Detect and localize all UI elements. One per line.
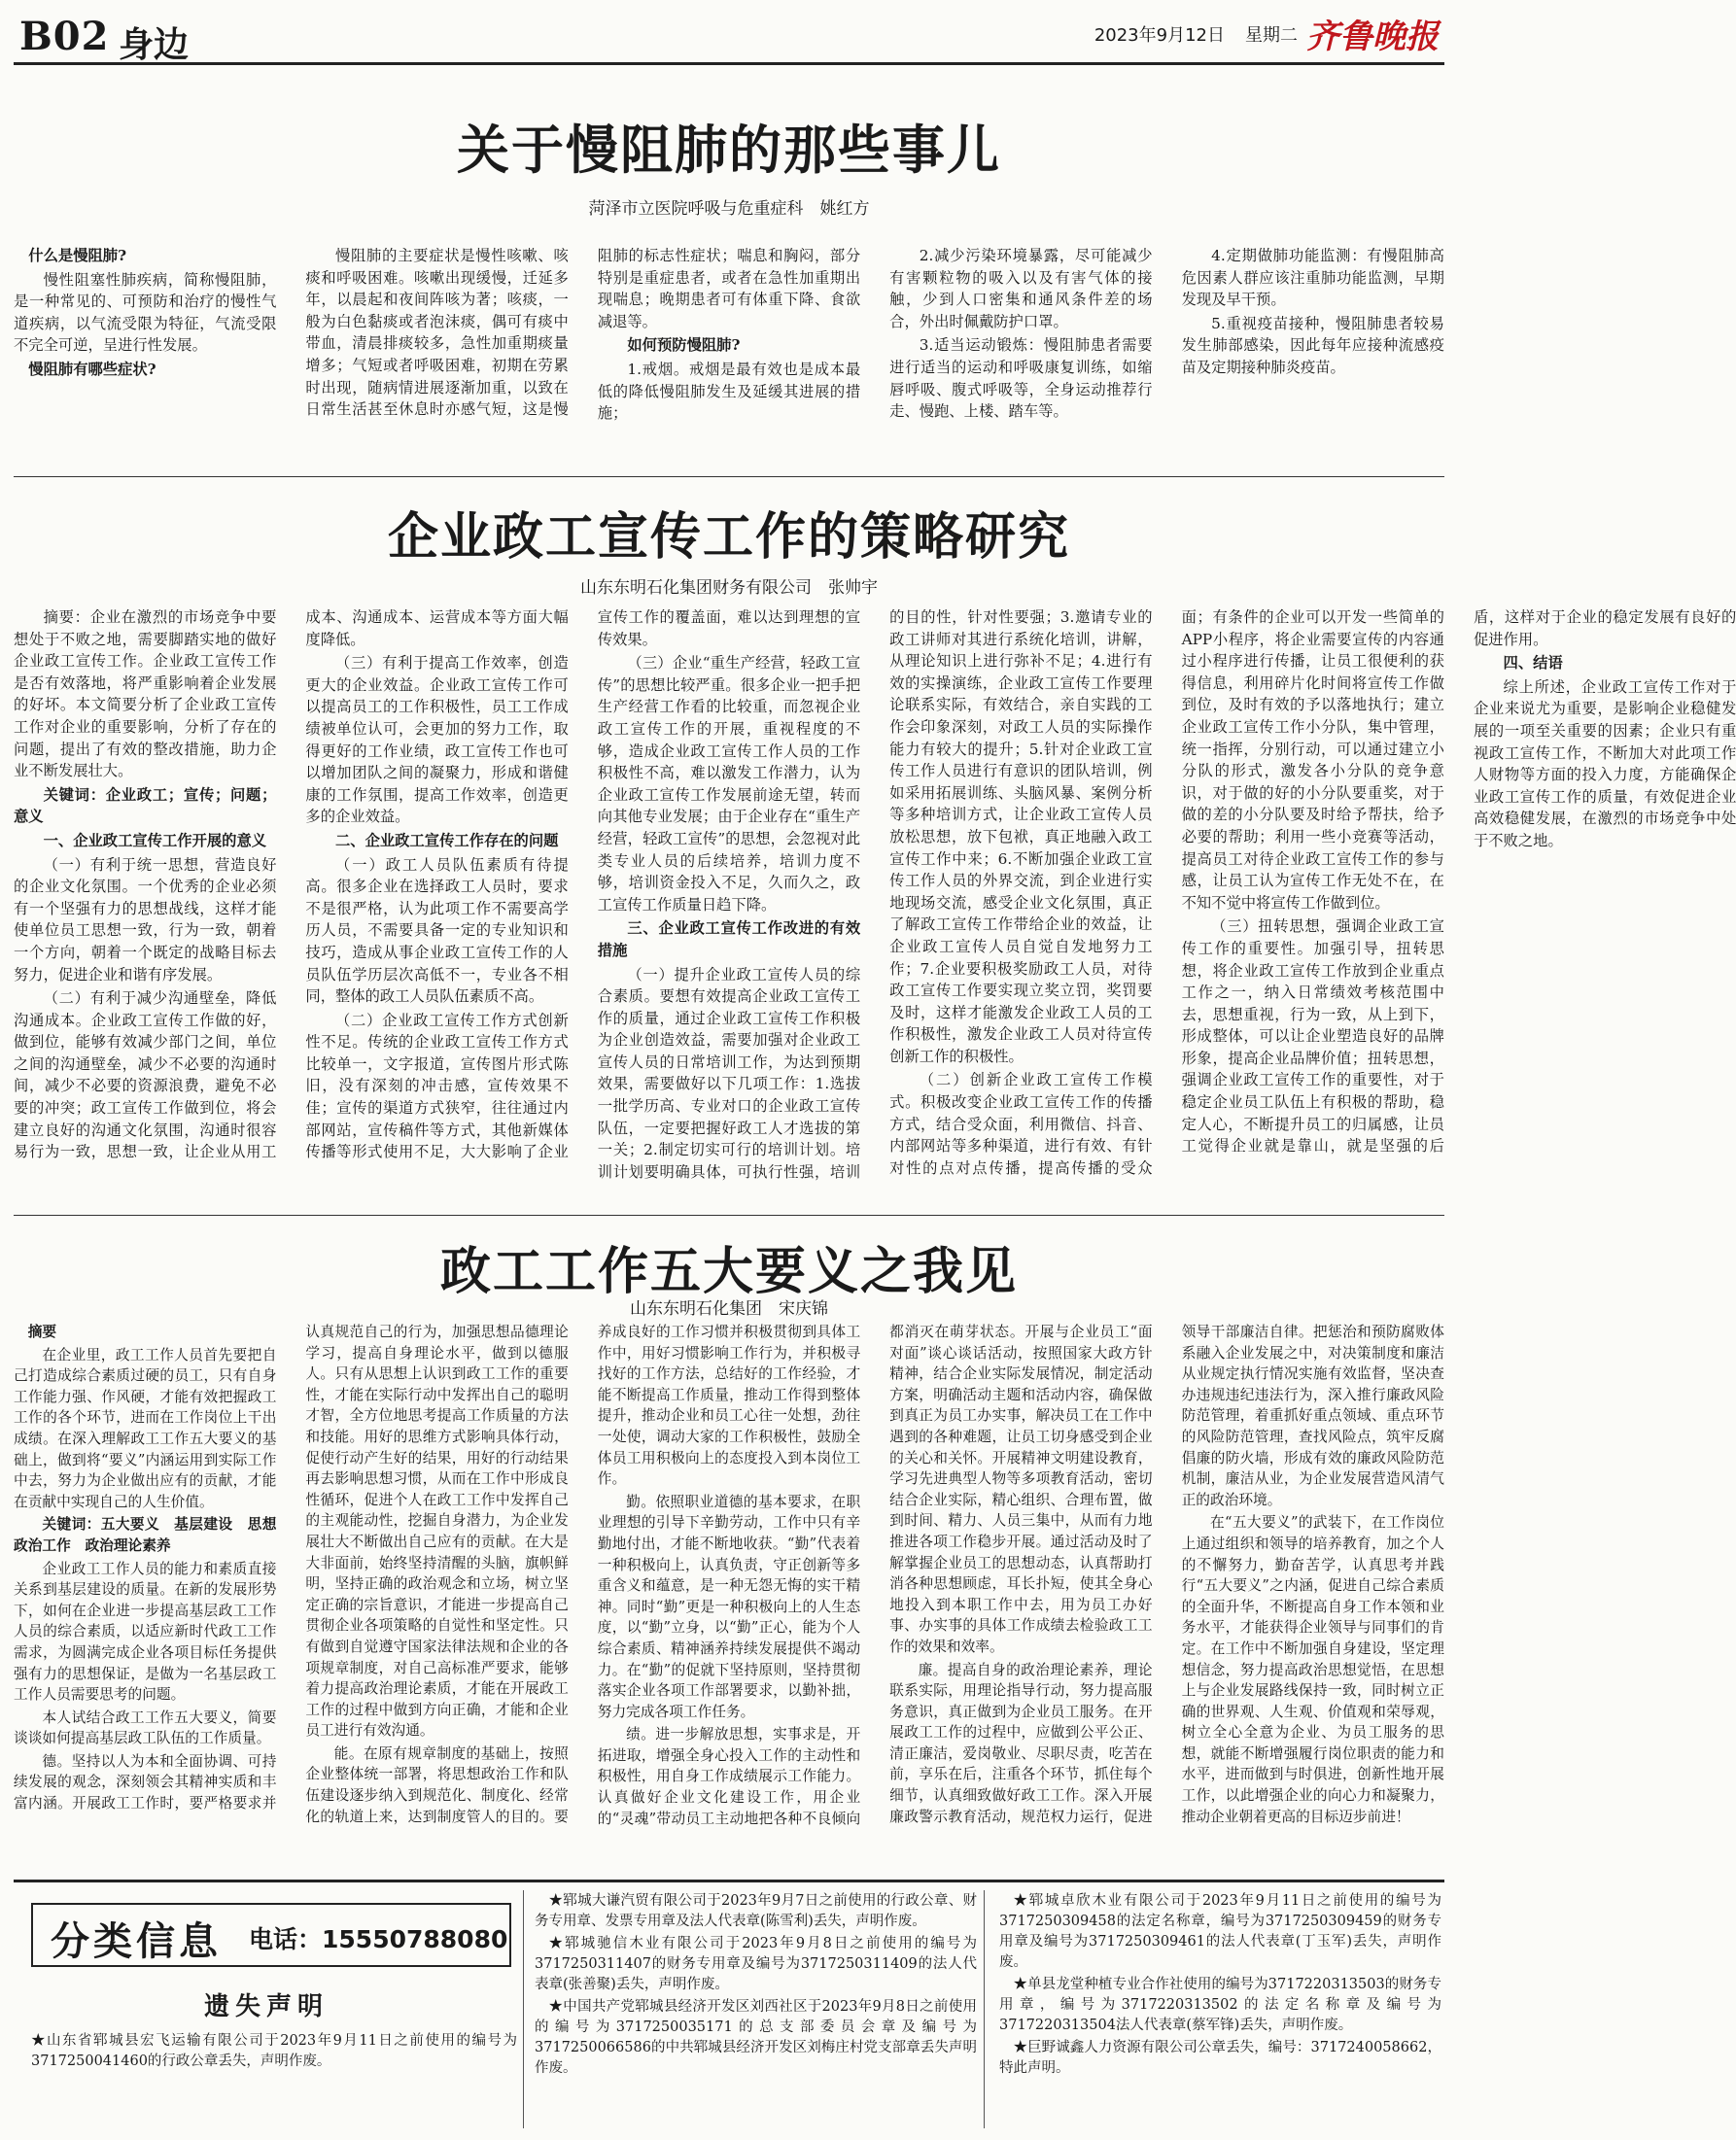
classified-section (14, 1885, 1444, 2128)
paragraph: 慢阻肺有哪些症状? (28, 360, 156, 378)
article-divider (14, 1215, 1444, 1216)
phone-label: 电话： (249, 1925, 323, 1953)
lost-notice: ★中国共产党郓城县经济开发区刘西社区于2023年9月8日之前使用的编号为3717250035171的总支部委员会章及编号为3717250066586的中共郓城县经济开发区刘梅庄村党支部章丢失声明作废。 (535, 1999, 977, 2076)
classified-title: 分类信息 (51, 1918, 222, 1964)
column-divider (523, 1890, 524, 2128)
classified-banner (31, 1903, 511, 1967)
paragraph: 本人试结合政工工作五大要义，简要谈谈如何提高基层政工队伍的工作质量。 (14, 1709, 277, 1747)
column-divider (984, 1890, 985, 2128)
section-heading: 三、企业政工宣传工作改进的有效措施 (597, 919, 861, 959)
lost-notice: ★郓城大谦汽贸有限公司于2023年9月7日之前使用的行政公章、财务专用章、发票专用章及法人代表章(陈雪利)丢失，声明作废。 (535, 1893, 977, 1929)
paragraph: （一）政工人员队伍素质有待提高。很多企业在选择政工人员时，要求不是很严格，认为此项工作不需要高学历人员，不需要具备一定的专业知识和技巧，造成从事企业政工宣传工作的人员队伍学历层次高低不一，专业各不相同，整体的政工人员队伍素质不高。 (305, 855, 569, 1006)
paragraph: 企业政工工作人员的能力和素质直接关系到基层建设的质量。在新的发展形势下，如何在企业进一步提高基层政工工作人员的综合素质，以适应新时代政工工作需求，为圆满完成企业各项目标任务提供强有力的思想保证，是做为一名基层政工工作人员需要思考的问题。 (14, 1560, 277, 1704)
page-code: B02 (19, 14, 110, 59)
issue-date: 2023年9月12日 (1094, 25, 1225, 46)
article-body (14, 1322, 1444, 1866)
phone-number: 15550788080 (322, 1925, 508, 1953)
paragraph: 勤。依照职业道德的基本要求，在职业理想的引导下辛勤劳动，工作中只有辛勤地付出，才能不断地收获。“勤”代表着一种积极向上，认真负责，守正创新等多重含义和蕴意，是一种无怨无悔的实干精神。同时“勤”更是一种积极向上的人生态度，以“勤”立身，以“勤”正心，能为个人综合素质、精神涵养持续发展提供不竭动力。在“勤”的促就下坚持原则，坚持贯彻落实企业各项工作部署要求，以勤补拙，努力完成各项工作任务。 (597, 1493, 861, 1720)
article-title: 政工工作五大要义之我见 (439, 1242, 1018, 1301)
lost-notice-title: 遗失声明 (203, 1992, 329, 2021)
article-byline: 山东东明石化集团 宋庆锦 (630, 1299, 828, 1319)
paragraph: 廉。提高自身的政治理论素养，理论联系实际，用理论指导行动，努力提高服务意识，真正做到为企业员工服务。在开展政工工作的过程中，应做到公平公正、清正廉洁，爱岗敬业、尽职尽责，吃苦在前，享乐在后，注重各个环节，抓住每个细节，认真细致做好政工工作。深入开展廉政警示教育活动，规范权力运行，促进领导干部廉洁自律。把惩治和预防腐败体系融入企业发展之中，对决策制度和廉洁从业规定执行情况实施有效监督，坚决查办违规违纪违法行为，深入推行廉政风险防范管理，着重抓好重点领域、重点环节的风险防范管理，查找风险点，筑牢反腐倡廉的防火墙，形成有效的廉政风险防范机制，廉洁从业，为企业发展营造风清气正的政治环境。 (889, 1324, 1444, 1825)
lost-notice: ★山东省郓城县宏飞运输有限公司于2023年9月11日之前使用的编号为3717250041460的行政公章丢失，声明作废。 (31, 2033, 517, 2069)
paragraph: （一）提升企业政工宣传人员的综合素质。要想有效提高企业政工宣传工作的质量，通过企业政工宣传工作积极为企业创造效益，需要加强对企业政工宣传人员的日常培训工作，为达到预期效果，需要做好以下几项工作：1.选拔一批学历高、专业对口的企业政工宣传队伍，一定要把握好政工人才选拔的第一关；2.制定切实可行的培训计划。培训计划要明确具体，可执行性强，培训的目的性，针对性要强；3.邀请专业的政工讲师对其进行系统化培训，讲解，从理论知识上进行弥补不足；4.进行有效的实操演练，企业政工宣传工作要理论联系实际，有效结合，亲自实践的工作会印象深刻，对政工人员的实际操作能力有较大的提升；5.针对企业政工宣传工作人员进行有意识的团队培训，例如采用拓展训练、头脑风暴、案例分析等多种培训方式，让企业政工宣传人员放松思想，放下包袱，真正地融入政工宣传工作中来；6.不断加强企业政工宣传工作人员的外界交流，到企业进行实地现场交流，感受企业文化氛围，真正了解政工宣传工作带给企业的效益，让企业政工宣传人员自觉自发地努力工作；7.企业要积极奖励政工人员，对待政工宣传工作要实现立奖立罚，奖罚要及时，这样才能激发企业政工人员的工作积极性，激发企业政工人员对待宣传创新工作的积极性。 (597, 608, 1153, 1181)
article-body (14, 606, 1736, 1201)
article-byline: 山东东明石化集团财务有限公司 张帅宇 (580, 578, 878, 598)
article-title: 企业政工宣传工作的策略研究 (387, 507, 1070, 567)
paragraph: （三）扭转思想，强调企业政工宣传工作的重要性。加强引导，扭转思想，将企业政工宣传工作放到企业重点工作之一，纳入日常绩效考核范围中去，思想重视，行为一致，从上到下，形成整体，可以让企业塑造良好的品牌形象，提高企业品牌价值；扭转思想，强调企业政工宣传工作的重要性，对于稳定企业员工队伍上有积极的帮助，稳定人心，不断提升员工的归属感，让员工觉得企业就是靠山，就是坚强的后盾，这样对于企业的稳定发展有良好的促进作用。 (1181, 608, 1736, 1156)
article-title: 关于慢阻肺的那些事儿 (457, 119, 1001, 181)
paragraph: （三）有利于提高工作效率，创造更大的企业效益。企业政工宣传工作可以提高员工的工作积极性，员工工作成绩被单位认可，会更加的努力工作，取得更好的工作业绩，政工宣传工作也可以增加团队之间的凝聚力，形成和谐健康的工作氛围，提高工作效率，创造更多的企业效益。 (305, 654, 569, 826)
section-heading: 一、企业政工宣传工作开展的意义 (43, 831, 267, 849)
paragraph: 在企业里，政工工作人员首先要把自己打造成综合素质过硬的员工，只有自身工作能力强、作风硬，才能有效把握政工工作的各个环节，进而在工作岗位上干出成绩。在深入理解政工工作五大要义的基础上，做到将“要义”内涵运用到实际工作中去，努力为企业做出应有的贡献，才能在贡献中实现自己的人生价值。 (14, 1346, 277, 1510)
lost-notice: ★郓城驰信木业有限公司于2023年9月8日之前使用的编号为3717250311407的财务专用章及编号为3717250311409的法人代表章(张善聚)丢失，声明作废。 (535, 1936, 977, 1992)
paragraph: 什么是慢阻肺? (28, 247, 127, 264)
section-heading: 二、企业政工宣传工作存在的问题 (334, 831, 559, 849)
paragraph: 摘要 (27, 1324, 57, 1340)
newspaper-logo: 齐鲁晚报 (1306, 17, 1439, 56)
lost-notice: ★单县龙堂种植专业合作社使用的编号为3717220313503的财务专用章，编号为3717220313502的法定名称章及编号为3717220313504法人代表章(蔡军锋)丢失，声明作废。 (999, 1977, 1441, 2033)
paragraph: 关键词：企业政工；宣传；问题；意义 (14, 785, 277, 826)
header-divider (14, 62, 1444, 65)
paragraph: 5.重视疫苗接种，慢阻肺患者较易发生肺部感染，因此每年应接种流感疫苗及定期接种肺炎疫苗。 (1181, 314, 1444, 376)
classified-phone (249, 1920, 507, 1955)
article-body (14, 245, 1444, 468)
paragraph: 在“五大要义”的武装下，在工作岗位上通过组织和领导的培养教育，加之个人的不懈努力，勤奋苦学，认真思考并践行“五大要义”之内涵，促进自己综合素质的全面升华，不断提高自身工作本领和业务水平，才能获得企业领导与同事们的肯定。在工作中不断加强自身建设，坚定理想信念，努力提高政治思想觉悟，在思想上与企业发展路线保持一致，同时树立正确的世界观、人生观、价值观和荣辱观，树立全心全意为企业、为员工服务的思想，就能不断增强履行岗位职责的能力和水平，进而做到与时俱进，创新性地开展工作，以此增强企业的向心力和凝聚力，推动企业朝着更高的目标迈步前进！ (1181, 1514, 1444, 1825)
paragraph: （二）有利于减少沟通壁垒，降低沟通成本。企业政工宣传工作做的好，做到位，能够有效减少部门之间，单位之间的沟通壁垒，减少不必要的沟通时间，减少不必要的资源浪费，避免不必要的冲突；政工宣传工作做到位，将会建立良好的沟通文化氛围，沟通时很容易行为一致，思想一致，让企业从用工成本、沟通成本、运营成本等方面大幅度降低。 (14, 608, 569, 1161)
notice-column-right (999, 1891, 1441, 2081)
article-five-principles (14, 1221, 1444, 1880)
notice-column-middle (535, 1891, 977, 2081)
article-propaganda-strategy (14, 482, 1736, 1221)
paragraph: 4.定期做肺功能监测：有慢阻肺高危因素人群应该注重肺功能监测，早期发现及早干预。 (1181, 247, 1444, 309)
paragraph: 如何预防慢阻肺? (627, 336, 741, 355)
issue-weekday: 星期二 (1245, 25, 1298, 46)
paragraph: 德。坚持以人为本和全面协调、可持续发展的观念，深刻领会其精神实质和丰富内涵。开展政工工作时，要严格要求并认真规范自己的行为，加强思想品德理论学习，提高自身理论水平，做到以德服人。只有从思想上认识到政工工作的重要性，才能在实际行动中发挥出自己的聪明才智，全方位地思考提高工作质量的方法和技能。用好的思维方式影响具体行动，促使行动产生好的结果，用好的行动结果再去影响思想习惯，从而在工作中形成良性循环，促进个人在政工工作中发挥自己的主观能动性，挖掘自身潜力，为企业发展壮大不断做出自己应有的贡献。在大是大非面前，始终坚持清醒的头脑，旗帜鲜明，坚持正确的政治观念和立场，树立坚定正确的宗旨意识，才能进一步提高自己贯彻企业各项策略的自觉性和坚定性。只有做到自觉遵守国家法律法规和企业的各项规章制度，对自己高标准严要求，能够着力提高政治理论素质，才能在开展政工工作的过程中做到方向正确，才能和企业员工进行有效沟通。 (14, 1324, 569, 1812)
paragraph: （二）创新企业政工宣传工作模式。积极改变企业政工宣传工作的传播方式，结合受众面，利用微信、抖音、内部网站等多种渠道，进行有效、有针对性的点对点传播，提高传播的受众面；有条件的企业可以开发一些简单的APP小程序，将企业需要宣传的内容通过小程序进行传播，让员工很便利的获得信息，利用碎片化时间将宣传工作做到位，及时有效的予以落地执行；建立企业政工宣传工作小分队，集中管理，统一指挥，分别行动，可以通过建立小分队的形式，激发各小分队的竞争意识，对于做的好的小分队要重奖，对于做的差的小分队要及时给予帮扶，给予必要的帮助；利用一些小竞赛等活动，提高员工对待企业政工宣传工作的参与感，让员工认为宣传工作无处不在，在不知不觉中将宣传工作做到位。 (889, 608, 1444, 1177)
article-copd (14, 70, 1444, 468)
article-divider (14, 476, 1444, 477)
lost-notice: ★巨野诚鑫人力资源有限公司公章丢失，编号：3717240058662，特此声明。 (999, 2040, 1441, 2076)
paragraph: （二）企业政工宣传工作方式创新性不足。传统的企业政工宣传工作方式比较单一，文字报道，宣传图片形式陈旧，没有深刻的冲击感，宣传效果不佳；宣传的渠道方式狭窄，往往通过内部网站，宣传稿件等方式，其他新媒体传播等形式使用不足，大大影响了企业宣传工作的覆盖面，难以达到理想的宣传效果。 (305, 608, 861, 1161)
section-heading: 四、结语 (1503, 654, 1563, 673)
paragraph: 关键词：五大要义 基层建设 思想政治工作 政治理论素养 (14, 1516, 277, 1554)
paragraph: 综上所述，企业政工宣传工作对于企业来说尤为重要，是影响企业稳健发展的一项至关重要的因素；企业只有重视政工宣传工作，不断加大对此项工作人财物等方面的投入力度，方能确保企业政工宣传工作的质量，有效促进企业高效稳健发展，在激烈的市场竞争中处于不败之地。 (1473, 677, 1736, 849)
paragraph: 1.戒烟。戒烟是最有效也是成本最低的降低慢阻肺发生及延缓其进展的措施； (597, 360, 861, 423)
article-byline: 菏泽市立医院呼吸与危重症科 姚红方 (588, 199, 870, 219)
lost-notice: ★郓城卓欣木业有限公司于2023年9月11日之前使用的编号为3717250309458的法定名称章，编号为3717250309459的财务专用章及编号为3717250309461的法人代表章(丁玉军)丢失，声明作废。 (999, 1893, 1441, 1970)
paragraph: 慢性阻塞性肺疾病，简称慢阻肺，是一种常见的、可预防和治疗的慢性气道疾病，以气流受限为特征，气流受限不完全可逆，呈进行性发展。 (14, 270, 277, 355)
paragraph: 2.减少污染环境暴露，尽可能减少有害颗粒物的吸入以及有害气体的接触，少到人口密集和通风条件差的场合，外出时佩戴防护口罩。 (889, 247, 1153, 330)
page-header (0, 0, 1458, 70)
paragraph: 绩。进一步解放思想，实事求是，开拓进取，增强全身心投入工作的主动性和积极性，用自身工作成绩展示工作能力。认真做好企业文化建设工作，用企业的“灵魂”带动员工主动地把各种不良倾向都消灭在萌芽状态。开展与企业员工“面对面”谈心谈话活动，按照国家大政方针精神，结合企业实际发展情况，制定活动方案，明确活动主题和活动内容，确保做到真正为员工办实事，解决员工在工作中遇到的各种难题，让员工切身感受到企业的关心和关怀。开展精神文明建设教育，学习先进典型人物等多项教育活动，密切结合企业实际，精心组织、合理布置，做到时间、精力、人员三集中，从而有力地推进各项工作稳步开展。通过活动及时了解掌握企业员工的思想动态，认真帮助打消各种思想顾虑，耳长扑短，使其全身心地投入到本职工作中去，用为员工办好事、办实事的具体工作成绩去检验政工工作的效果和效率。 (597, 1324, 1153, 1827)
paragraph: 摘要：企业在激烈的市场竞争中要想处于不败之地，需要脚踏实地的做好企业政工宣传工作。企业政工宣传工作是否有效落地，将严重影响着企业发展的好坏。本文简要分析了企业政工宣传工作对企业的重要影响，分析了存在的问题，提出了有效的整改措施，助力企业不断发展壮大。 (14, 608, 277, 780)
section-name: 身边 (119, 24, 190, 65)
classified-divider (14, 1880, 1444, 1882)
paragraph: （三）企业“重生产经营，轻政工宣传”的思想比较严重。很多企业一把手把生产经营工作看的比较重，而忽视企业政工宣传工作的开展，重视程度的不够，造成企业政工宣传工作人员的工作积极性不高，难以激发工作潜力，认为企业政工宣传工作发展前途无望，转而向其他专业发展；由于企业存在“重生产经营，轻政工宣传”的思想，会忽视对此类专业人员的后续培养，培训力度不够，培训资金投入不足，久而久之，政工宣传工作质量日趋下降。 (597, 654, 861, 914)
paragraph: 3.适当运动锻炼：慢阻肺患者需要进行适当的运动和呼吸康复训练，如缩唇呼吸、腹式呼吸等，全身运动推荐行走、慢跑、上楼、踏车等。 (889, 336, 1153, 421)
classified-header (14, 1885, 519, 2128)
paragraph: （一）有利于统一思想，营造良好的企业文化氛围。一个优秀的企业必须有一个坚强有力的思想战线，这样才能使单位员工思想一致，行为一致，朝着一个方向，朝着一个既定的战略目标去努力，促进企业和谐有序发展。 (14, 855, 277, 984)
paragraph: 能。在原有规章制度的基础上，按照企业整体统一部署，将思想政治工作和队伍建设逐步纳入到规范化、制度化、经常化的轨道上来，达到制度管人的目的。要养成良好的工作习惯并积极贯彻到具体工作中，用好习惯影响工作行为，并积极寻找好的工作方法，总结好的工作经验，才能不断提高工作质量，推动工作得到整体提升，推动企业和员工心往一处想，劲往一处使，调动大家的工作积极性，鼓励全体员工用积极向上的态度投入到本岗位工作。 (305, 1324, 861, 1825)
paragraph: 慢阻肺的主要症状是慢性咳嗽、咳痰和呼吸困难。咳嗽出现缓慢，迁延多年，以晨起和夜间阵咳为著；咳痰，一般为白色黏痰或者泡沫痰，偶可有痰中带血，清晨排痰较多，急性加重期痰量增多；气短或者呼吸困难，初期在劳累时出现，随病情进展逐渐加重，以致在日常生活甚至休息时亦感气短，这是慢阻肺的标志性症状；喘息和胸闷，部分特别是重症患者，或者在急性加重期出现喘息；晚期患者可有体重下降、食欲减退等。 (305, 247, 861, 419)
